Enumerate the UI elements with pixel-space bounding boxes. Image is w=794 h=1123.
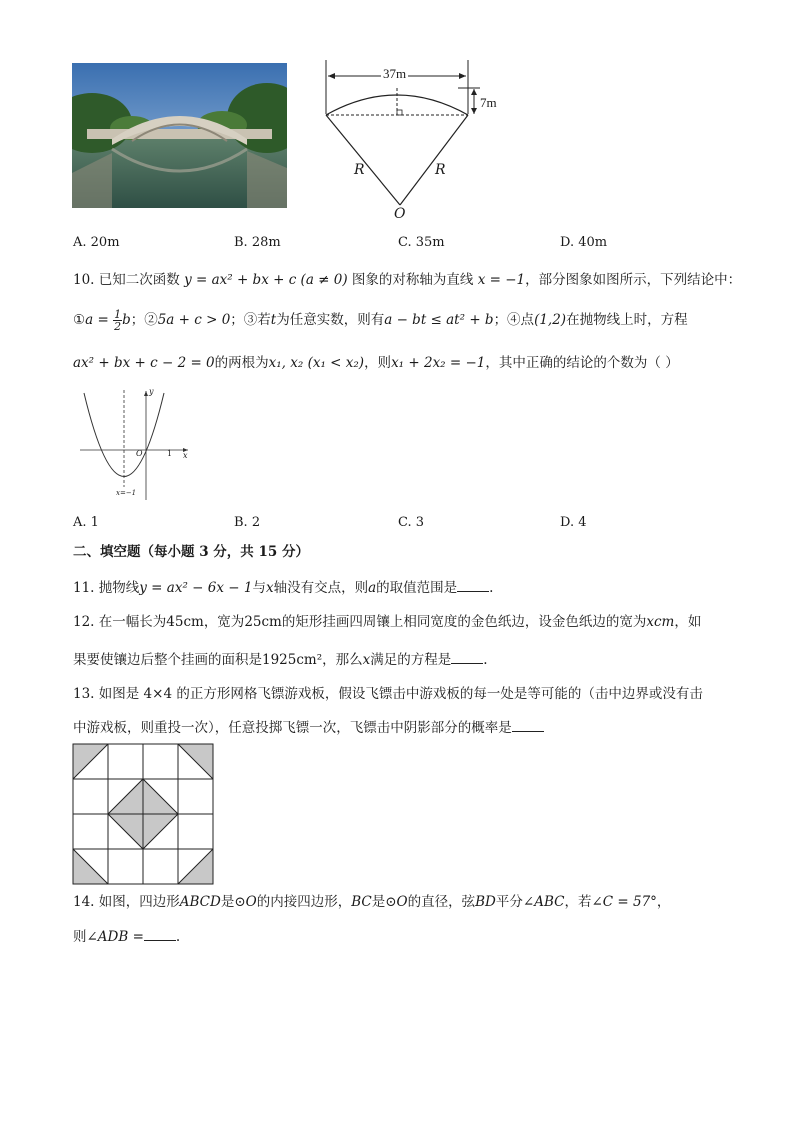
- bridge-photo: [72, 63, 287, 208]
- q14-line-2: [73, 926, 180, 947]
- q9-option-d[interactable]: D. 40m: [560, 235, 608, 250]
- q10-line-2: [73, 305, 688, 335]
- q10-text: 为任意实数，则有: [276, 312, 385, 328]
- q10-line-1: [73, 270, 741, 290]
- radius-right-label: R: [435, 162, 446, 178]
- q10-option-a[interactable]: A. 1: [73, 515, 99, 530]
- q14-text: 是: [371, 894, 386, 910]
- q11-period: .: [489, 580, 494, 596]
- q10-text: ①: [73, 312, 86, 328]
- q12-text: ，那么: [322, 652, 363, 668]
- q10-eq1b: b: [122, 312, 131, 328]
- bridge-photo-image: [72, 63, 287, 208]
- q12-x: x: [362, 652, 371, 668]
- q14-text: 是: [220, 894, 235, 910]
- graph-one-label: 1: [167, 449, 173, 458]
- q10-text: 在抛物线上时，方程: [566, 312, 688, 328]
- radius-left-label: R: [354, 162, 365, 178]
- q12-answer-blank[interactable]: [451, 649, 483, 664]
- q10-text: 10. 已知二次函数: [73, 272, 180, 288]
- q11-text: 的取值范围是: [376, 580, 458, 596]
- q11-text: 11. 抛物线: [73, 580, 140, 596]
- graph-axis-label: x=−1: [116, 489, 137, 497]
- q12-xcm: xcm: [646, 614, 675, 630]
- fraction-numerator: 1: [114, 308, 122, 321]
- q12-text: 果要使镶边后整个挂画的面积是: [73, 652, 262, 668]
- q10-eq4: ax² + bx + c − 2 = 0: [73, 355, 215, 371]
- q14-text: ，: [656, 894, 671, 910]
- q11-text: 与: [252, 580, 266, 596]
- dim-top-label: 37m: [383, 66, 407, 81]
- q10-line-3: [73, 353, 679, 373]
- q9-option-b[interactable]: B. 28m: [234, 235, 281, 250]
- q14-text: 的内接四边形，: [256, 894, 352, 910]
- q12-text: 的矩形挂画四周镶上相同宽度的金色纸边，设金色纸边的宽为: [281, 614, 647, 630]
- q14-text: ，若: [564, 894, 592, 910]
- q10-option-c[interactable]: C. 3: [398, 515, 425, 530]
- q14-line-1: [73, 892, 670, 912]
- q10-roots: x₁, x₂ (x₁ < x₂): [268, 355, 365, 371]
- q12-text: 12. 在一幅长为: [73, 614, 167, 630]
- q14-period: .: [175, 929, 181, 945]
- q10-t: t: [270, 312, 277, 328]
- parabola-graph-svg: [78, 385, 193, 503]
- q10-sum: x₁ + 2x₂ = −1: [391, 355, 486, 371]
- q10-text: 的两根为: [214, 355, 269, 371]
- q12-line-2: [73, 649, 488, 670]
- q11-answer-blank[interactable]: [457, 577, 489, 592]
- q14-text: 则: [73, 929, 87, 945]
- dartboard-grid-svg: [72, 743, 214, 885]
- q11-x: x: [265, 580, 274, 596]
- q10-text: ，部分图象如图所示，下列结论中：: [525, 272, 742, 288]
- q14-abcd: ABCD: [179, 894, 221, 910]
- graph-x-label: x: [183, 451, 188, 460]
- q10-text: ；③若: [230, 312, 271, 328]
- dartboard-grid: [72, 743, 214, 885]
- q10-option-b[interactable]: B. 2: [234, 515, 261, 530]
- q11-line: [73, 577, 493, 598]
- q10-function: y = ax² + bx + c (a ≠ 0): [184, 272, 348, 288]
- q10-point: (1,2): [534, 312, 567, 328]
- q9-option-a[interactable]: A. 20m: [73, 235, 120, 250]
- q11-parabola: y = ax² − 6x − 1: [139, 580, 253, 596]
- q14-text: 的直径，弦: [407, 894, 476, 910]
- q14-angle-adb: ∠ADB =: [86, 929, 144, 945]
- q12-text: ，如: [674, 614, 702, 630]
- q14-bd: BD: [475, 894, 496, 910]
- q14-circle: ⊙O: [385, 894, 408, 910]
- q14-text: 14. 如图，四边形: [73, 894, 180, 910]
- q12-period: .: [483, 652, 488, 668]
- q12-length: 45cm: [166, 614, 204, 630]
- q10-eq1: a =: [85, 312, 114, 328]
- fraction-denominator: 2: [114, 320, 122, 333]
- q12-line-1: [73, 612, 701, 632]
- q10-eq3: a − bt ≤ at² + b: [384, 312, 494, 328]
- half-fraction: [113, 309, 122, 332]
- q11-text: 轴没有交点，则: [273, 580, 369, 596]
- section-title: 二、填空题（每小题 3 分，共 15 分）: [73, 544, 309, 560]
- q14-text: 平分: [495, 894, 523, 910]
- q10-text: ，其中正确的结论的个数为（ ）: [485, 355, 679, 371]
- q10-eq2: 5a + c > 0: [157, 312, 231, 328]
- q11-a: a: [368, 580, 377, 596]
- q13-answer-blank[interactable]: [512, 717, 544, 732]
- arch-diagram-svg: [318, 60, 513, 226]
- graph-origin-label: O: [136, 449, 143, 458]
- arch-diagram: [318, 60, 513, 226]
- q12-text: 满足的方程是: [370, 652, 452, 668]
- q10-text: ，则: [364, 355, 392, 371]
- center-o-label: O: [394, 206, 406, 222]
- q14-angle-c: ∠C = 57°: [591, 894, 657, 910]
- q14-circle: ⊙O: [234, 894, 257, 910]
- q13-line-1: 13. 如图是 4×4 的正方形网格飞镖游戏板，假设飞镖击中游戏板的每一处是等可能的（击中边界或没有击: [73, 686, 703, 702]
- q14-answer-blank[interactable]: [144, 926, 176, 941]
- q10-text: ；④点: [493, 312, 535, 328]
- q13-text: 中游戏板，则重投一次），任意投掷飞镖一次，飞镖击中阴影部分的概率是: [73, 720, 512, 736]
- q12-area: 1925cm²: [262, 652, 323, 668]
- q10-text: 图象的对称轴为直线: [351, 272, 474, 288]
- parabola-graph: [78, 385, 193, 503]
- dim-side-label: 7m: [480, 95, 497, 110]
- q9-option-c[interactable]: C. 35m: [398, 235, 445, 250]
- q12-text: ，宽为: [203, 614, 245, 630]
- q14-bc: BC: [351, 894, 372, 910]
- q12-width: 25cm: [244, 614, 282, 630]
- q10-text: ；②: [130, 312, 158, 328]
- q13-line-2: [73, 717, 544, 738]
- q14-angle-abc: ∠ABC: [522, 894, 565, 910]
- q10-option-d[interactable]: D. 4: [560, 515, 587, 530]
- q10-axis: x = −1: [477, 272, 526, 288]
- graph-y-label: y: [149, 387, 154, 396]
